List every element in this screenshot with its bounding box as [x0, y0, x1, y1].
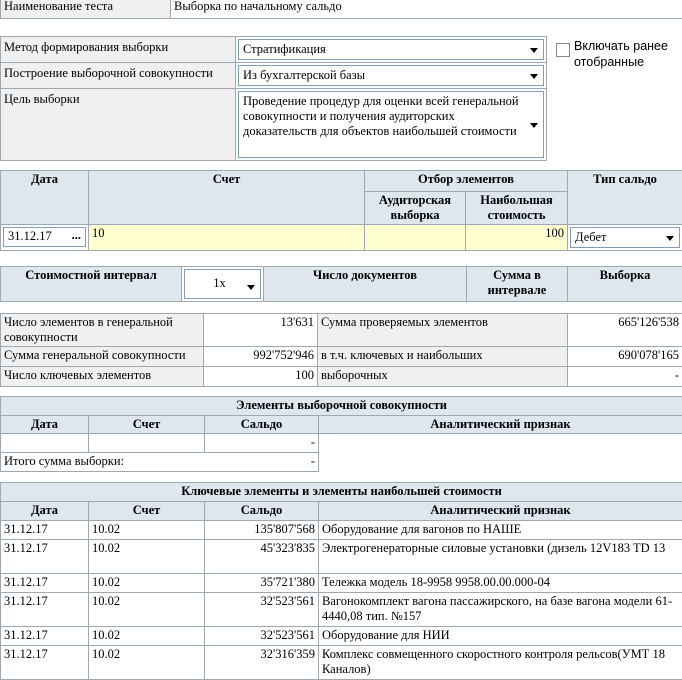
method-select[interactable]: [238, 39, 544, 60]
key-row-balance: 135'807'568: [205, 521, 319, 540]
key-table: [0, 482, 682, 680]
key-row-date: 31.12.17: [1, 646, 89, 680]
params-header-audit: Аудиторская выборка: [365, 192, 466, 225]
table-row[interactable]: [1, 540, 682, 574]
key-row-account: 10.02: [89, 646, 205, 680]
test-name-label: Наименование теста: [1, 0, 171, 19]
key-row-attribute: Комплекс совмещенного скоростного контроля рельсов(УМТ 18 Каналов): [319, 646, 682, 680]
key-count-label: Число ключевых элементов: [1, 367, 204, 387]
sample-header-date: Дата: [1, 416, 89, 434]
date-value: 31.12.17: [8, 229, 52, 243]
chevron-down-icon: [530, 48, 538, 53]
key-header-account: Счет: [89, 502, 205, 521]
method-label: Метод формирования выборки: [1, 37, 236, 63]
interval-header: [0, 266, 682, 302]
sample-settings: [0, 36, 547, 161]
chevron-down-icon: [247, 285, 255, 290]
date-picker-button[interactable]: ...: [71, 228, 81, 242]
key-row-date: 31.12.17: [1, 593, 89, 627]
table-row[interactable]: [1, 574, 682, 593]
goal-select[interactable]: [238, 91, 544, 158]
include-prev-label: Включать ранее отобранные: [574, 39, 668, 69]
key-row-balance: 32'523'561: [205, 593, 319, 627]
key-and-largest-label: в т.ч. ключевых и наибольших: [318, 347, 568, 367]
key-row-account: 10.02: [89, 574, 205, 593]
build-select[interactable]: [238, 65, 544, 86]
sample-row-balance: -: [205, 434, 319, 453]
largest-input[interactable]: 100: [466, 225, 568, 251]
key-row-account: 10.02: [89, 521, 205, 540]
balance-type-value: Дебет: [575, 230, 607, 244]
params-header-largest: Наибольшая стоимость: [466, 192, 568, 225]
key-row-date: 31.12.17: [1, 521, 89, 540]
population-sum-label: Сумма генеральной совокупности: [1, 347, 204, 367]
key-row-balance: 32'523'561: [205, 627, 319, 646]
stats-table: [0, 313, 682, 387]
key-header-balance: Сальдо: [205, 502, 319, 521]
chevron-down-icon: [666, 236, 674, 241]
doc-count-label: Число документов: [264, 267, 467, 302]
sampled-value: -: [568, 367, 682, 387]
elements-count-value: 13'631: [204, 314, 318, 347]
test-name-row: [0, 0, 682, 19]
key-row-date: 31.12.17: [1, 627, 89, 646]
audit-input[interactable]: [365, 225, 466, 251]
key-row-account: 10.02: [89, 627, 205, 646]
key-row-attribute: Оборудование для НИИ: [319, 627, 682, 646]
sample-total-value: -: [205, 453, 319, 472]
table-row[interactable]: [1, 646, 682, 680]
key-row-balance: 35'721'380: [205, 574, 319, 593]
key-table-title: Ключевые элементы и элементы наибольшей стоимости: [1, 483, 682, 502]
key-row-balance: 45'323'835: [205, 540, 319, 574]
params-table: [0, 170, 682, 251]
key-row-attribute: Вагонокомплект вагона пассажирского, на базе вагона модели 61-4440,08 тип. №157: [319, 593, 682, 627]
params-header-balance-type: Тип сальдо: [568, 171, 682, 225]
key-row-account: 10.02: [89, 540, 205, 574]
key-row-attribute: Электрогенераторные силовые установки (дизель 12V183 TD 13: [319, 540, 682, 574]
balance-type-select[interactable]: [570, 227, 680, 248]
build-label: Построение выборочной совокупности: [1, 63, 236, 89]
method-value: Стратификация: [243, 42, 326, 56]
sample-header-attribute: Аналитический признак: [319, 416, 682, 434]
key-row-account: 10.02: [89, 593, 205, 627]
chevron-down-icon: [530, 74, 538, 79]
key-row-date: 31.12.17: [1, 540, 89, 574]
include-prev-checkbox[interactable]: [556, 43, 570, 57]
sample-table-title: Элементы выборочной совокупности: [1, 397, 682, 416]
key-header-date: Дата: [1, 502, 89, 521]
table-row[interactable]: [1, 627, 682, 646]
key-row-attribute: Оборудование для вагонов по НАШЕ: [319, 521, 682, 540]
key-row-balance: 32'316'359: [205, 646, 319, 680]
cost-interval-label: Стоимостной интервал: [1, 267, 182, 302]
table-row[interactable]: [1, 593, 682, 627]
multiplier-select[interactable]: [184, 269, 261, 299]
sample-header-balance: Сальдо: [205, 416, 319, 434]
sample-header-account: Счет: [89, 416, 205, 434]
key-row-date: 31.12.17: [1, 574, 89, 593]
key-and-largest-value: 690'078'165: [568, 347, 682, 367]
sampled-label: выборочных: [318, 367, 568, 387]
account-input[interactable]: 10: [89, 225, 365, 251]
test-name-value[interactable]: Выборка по начальному сальдо: [171, 0, 682, 19]
goal-value: Проведение процедур для оценки всей генеральной совокупности и получения аудиторских доказательств для объектов наибольшей стоимости: [243, 94, 519, 138]
key-header-attribute: Аналитический признак: [319, 502, 682, 521]
checked-sum-label: Сумма проверяемых элементов: [318, 314, 568, 347]
table-row: [1, 434, 682, 453]
table-row[interactable]: [1, 521, 682, 540]
build-value: Из бухгалтерской базы: [243, 68, 366, 82]
sample-label: Выборка: [568, 267, 682, 302]
key-count-value: 100: [204, 367, 318, 387]
elements-count-label: Число элементов в генеральной совокупности: [1, 314, 204, 347]
params-header-date: Дата: [1, 171, 89, 225]
sample-total-label: Итого сумма выборки:: [1, 453, 205, 472]
multiplier-value: 1x: [213, 276, 226, 290]
params-header-account: Счет: [89, 171, 365, 225]
chevron-down-icon: [530, 123, 538, 128]
population-sum-value: 992'752'946: [204, 347, 318, 367]
goal-label: Цель выборки: [1, 89, 236, 161]
date-input[interactable]: [3, 227, 86, 247]
checked-sum-value: 665'126'538: [568, 314, 682, 347]
params-header-selection: Отбор элементов: [365, 171, 568, 192]
sum-in-interval-label: Сумма в интервале: [467, 267, 568, 302]
sample-table: [0, 396, 682, 472]
key-row-attribute: Тележка модель 18-9958 9958.00.00.000-04: [319, 574, 682, 593]
